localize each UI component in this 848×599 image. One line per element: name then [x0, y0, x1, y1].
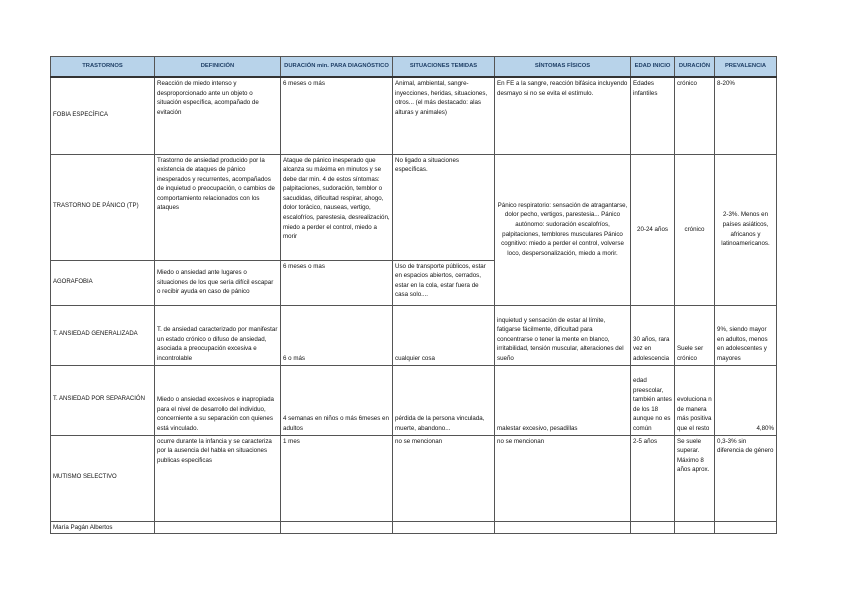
empty-cell [675, 521, 715, 534]
cell-prevalence: 4,80% [715, 365, 777, 435]
table-row [51, 154, 777, 260]
cell-prevalence: 8-20% [715, 77, 777, 154]
cell-symptoms: inquietud y sensación de estar al límite, fatigarse fácilmente, dificultad para concentrarse o tener la mente en blanco, irritabilidad, tensión muscular, alteraciones del sueño [495, 305, 631, 365]
cell-duration-min: 6 meses o más [281, 77, 393, 154]
header-definicion: DEFINICIÓN [155, 57, 281, 78]
header-duracion: DURACIÓN [675, 57, 715, 78]
header-trastornos: TRASTORNOS [51, 57, 155, 78]
cell-symptoms: malestar excesivo, pesadillas [495, 365, 631, 435]
cell-symptoms: En FE a la sangre, reacción bifásica incluyendo desmayo si no se evita el estímulo. [495, 77, 631, 154]
cell-situations: No ligado a situaciones específicas. [393, 154, 495, 260]
cell-duration: Suele ser crónico [675, 305, 715, 365]
empty-cell [281, 521, 393, 534]
cell-prevalence: 0,3-3% sin diferencia de género [715, 435, 777, 521]
cell-duration-min: 6 o más [281, 305, 393, 365]
cell-prevalence: 9%, siendo mayor en adultos, menos en adolescentes y mayores [715, 305, 777, 365]
cell-duration-min: 4 semanas en niños o más 6meses en adultos [281, 365, 393, 435]
table-row [51, 305, 777, 365]
footer-row [51, 521, 777, 534]
empty-cell [495, 521, 631, 534]
header-duracion-min: DURACIÓN min. PARA DIAGNÓSTICO [281, 57, 393, 78]
cell-situations: cualquier cosa [393, 305, 495, 365]
cell-duration-min: 1 mes [281, 435, 393, 521]
row-name: TRASTORNO DE PÁNICO (TP) [51, 154, 155, 260]
cell-definition: T. de ansiedad caracterizado por manifestar un estado crónico o difuso de ansiedad, asociada a preocupación excesiva e incontrolable [155, 305, 281, 365]
cell-onset: Edades infantiles [631, 77, 675, 154]
cell-onset: 30 años, rara vez en adolescencia [631, 305, 675, 365]
row-name: T. ANSIEDAD GENERALIZADA [51, 305, 155, 365]
row-name: FOBIA ESPECÍFICA [51, 77, 155, 154]
cell-duration: crónico [675, 154, 715, 305]
header-situaciones: SITUACIONES TEMIDAS [393, 57, 495, 78]
header-row [51, 57, 777, 78]
empty-cell [715, 521, 777, 534]
cell-onset: 2-5 años [631, 435, 675, 521]
header-sintomas: SÍNTOMAS FÍSICOS [495, 57, 631, 78]
cell-symptoms: Pánico respiratorio: sensación de atragantarse, dolor pecho, vertigos, parestesia... Pánico autónomo: sudoración escalofríos, palpitaciones, temblores musculares Pánico cognitivo: miedo a perder el control, volverse loco, despersonalización, miedo a morir. [495, 154, 631, 305]
cell-situations: Animal, ambiental, sangre-inyecciones, heridas, situaciones, otros... (el más destacado: alas alturas y animales) [393, 77, 495, 154]
cell-symptoms: no se mencionan [495, 435, 631, 521]
cell-duration: evoluciona n de manera más positiva que el resto [675, 365, 715, 435]
table-row [51, 435, 777, 521]
row-name: AGORAFOBIA [51, 260, 155, 305]
table-row [51, 365, 777, 435]
cell-definition: Reacción de miedo intenso y desproporcionado ante un objeto o situación específica, acompañado de evitación [155, 77, 281, 154]
row-name: T. ANSIEDAD POR SEPARACIÓN [51, 365, 155, 435]
cell-duration: crónico [675, 77, 715, 154]
cell-duration-min: 6 meses o mas [281, 260, 393, 305]
cell-onset: 20-24 años [631, 154, 675, 305]
cell-situations: Uso de transporte públicos, estar en espacios abiertos, cerrados, estar en la cola, estar fuera de casa solo.... [393, 260, 495, 305]
cell-onset: edad preescolar, también antes de los 18 aunque no es común [631, 365, 675, 435]
cell-duration: Se suele superar. Máximo 8 años aprox. [675, 435, 715, 521]
cell-prevalence: 2-3%. Menos en países asiáticos, africanos y latinoamericanos. [715, 154, 777, 305]
author-label: María Pagán Albertos [51, 521, 155, 534]
cell-situations: pérdida de la persona vinculada, muerte, abandono... [393, 365, 495, 435]
table-row [51, 77, 777, 154]
empty-cell [631, 521, 675, 534]
cell-definition: Trastorno de ansiedad producido por la existencia de ataques de pánico inesperados y recurrentes, acompañados de inquietud o preocupación, o cambios de comportamiento relacionados con los ataques [155, 154, 281, 260]
disorders-table [50, 56, 777, 534]
cell-duration-min: Ataque de pánico inesperado que alcanza su máxima en minutos y se debe dar min. 4 de estos síntomas: palpitaciones, sudoración, temblor o sacudidas, dificultad respirar, ahogo, dolor torácico, nauseas, vertigo, escalofríos, parestesia, desrealización, miedo a perder el control, miedo a morir [281, 154, 393, 260]
header-edad-inicio: EDAD INICIO [631, 57, 675, 78]
cell-definition: Miedo o ansiedad ante lugares o situaciones de los que sería difícil escapar o recibir ayuda en caso de pánico [155, 260, 281, 305]
empty-cell [393, 521, 495, 534]
row-name: MUTISMO SELECTIVO [51, 435, 155, 521]
empty-cell [155, 521, 281, 534]
cell-definition: Miedo o ansiedad excesivos e inapropiada para el nivel de desarrollo del individuo, concerniente a su separación con quienes está vinculado. [155, 365, 281, 435]
header-prevalencia: PREVALENCIA [715, 57, 777, 78]
cell-situations: no se mencionan [393, 435, 495, 521]
cell-definition: ocurre durante la infancia y se caracteriza por la ausencia del habla en situaciones publicas especificas [155, 435, 281, 521]
